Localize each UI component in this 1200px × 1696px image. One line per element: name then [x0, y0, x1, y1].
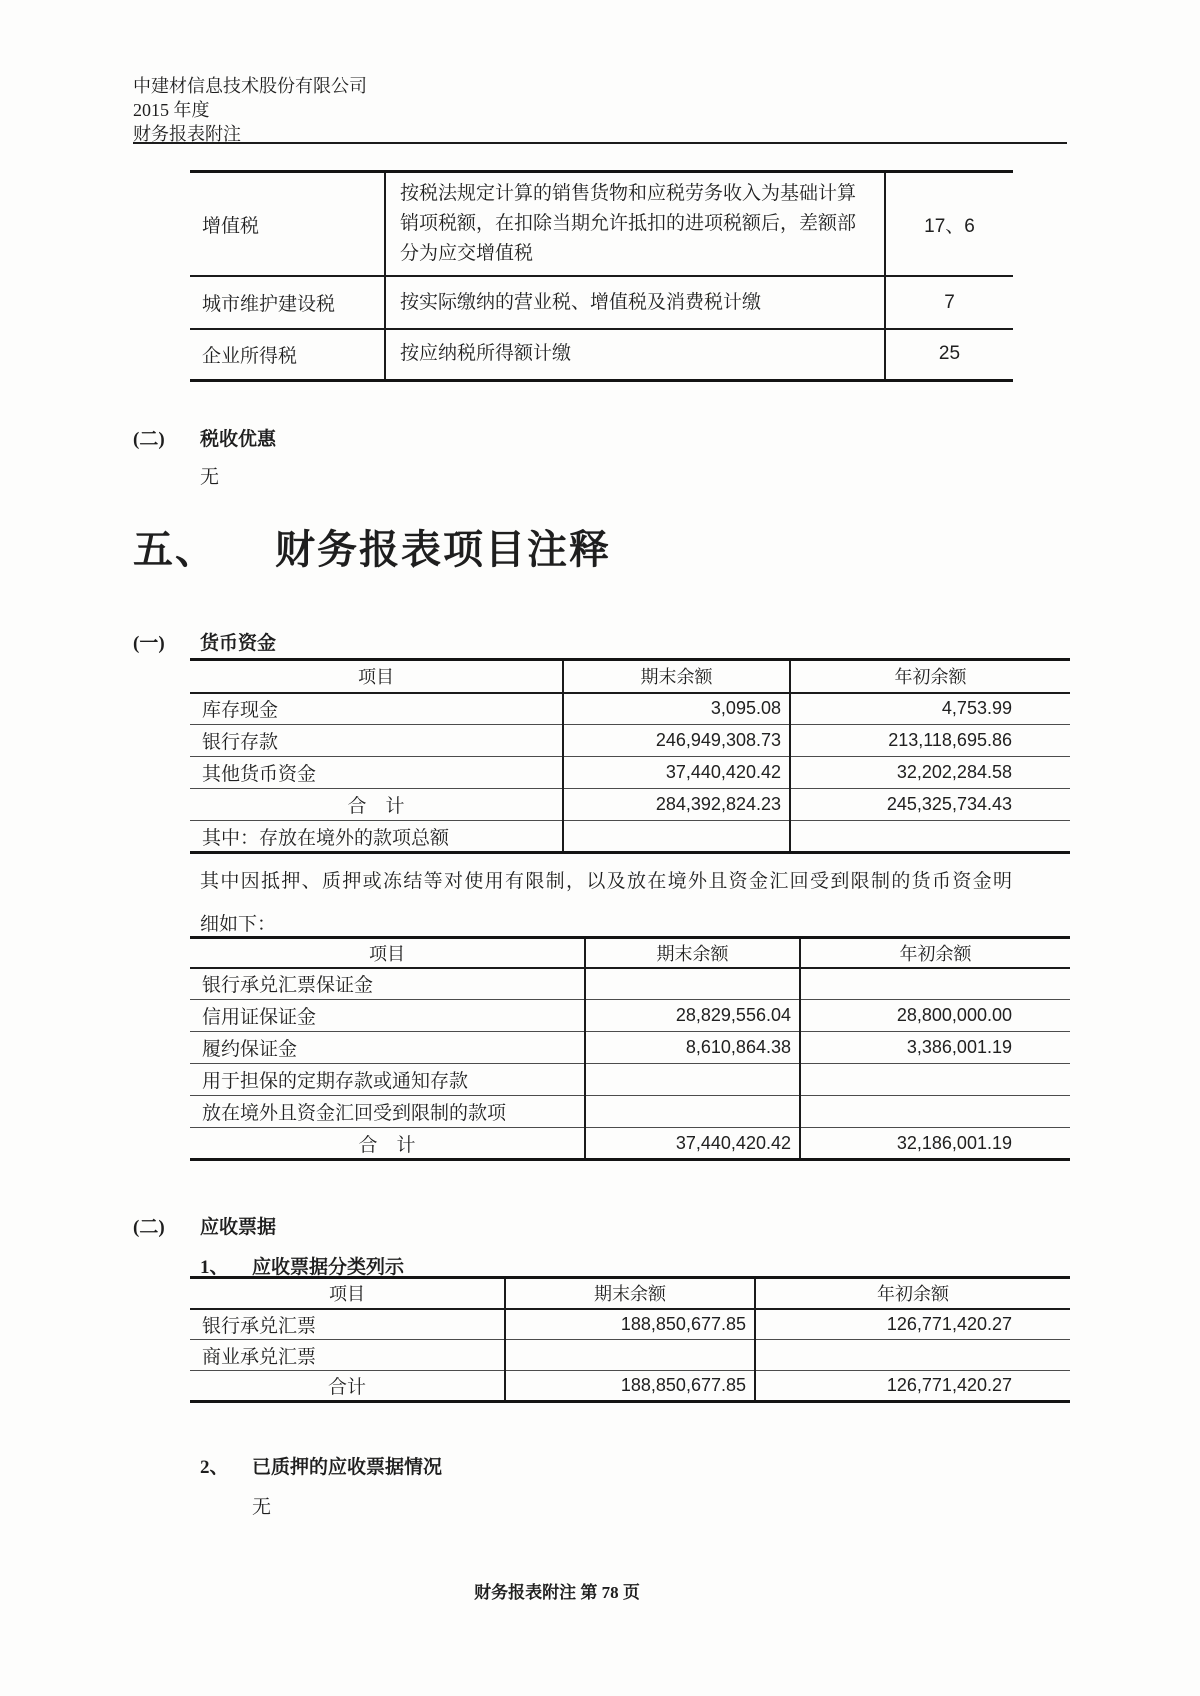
- amount-cell: 213,118,695.86: [790, 725, 1070, 757]
- subsection-content: 无: [252, 1497, 272, 1518]
- amount-cell: 3,386,001.19: [800, 1032, 1070, 1064]
- chapter-title: 财务报表项目注释: [275, 527, 611, 572]
- amount-cell: [585, 1096, 800, 1128]
- table-total-row: [190, 789, 1070, 821]
- amount-cell: [563, 821, 790, 853]
- chapter-index: 五、: [133, 527, 217, 572]
- amount-cell: [585, 968, 800, 1000]
- column-header: 项目: [190, 1278, 505, 1309]
- amount-cell: 4,753.99: [790, 693, 1070, 725]
- table-row: [190, 1032, 1070, 1064]
- table-header-row: [190, 938, 1070, 968]
- section-title-tax-preference: 税收优惠: [200, 429, 277, 450]
- amount-cell: [790, 821, 1070, 853]
- subsection-title-pledged-notes: 已质押的应收票据情况: [252, 1457, 443, 1478]
- header-divider: [133, 142, 1067, 144]
- table-row: [190, 1000, 1070, 1032]
- row-label: 履约保证金: [190, 1032, 585, 1064]
- section-index: (二): [133, 429, 165, 450]
- row-label: 信用证保证金: [190, 1000, 585, 1032]
- row-label: 商业承兑汇票: [190, 1340, 505, 1371]
- note-line: 其中因抵押、质押或冻结等对使用有限制，以及放在境外且资金汇回受到限制的货币资金明: [200, 871, 1012, 892]
- row-label: 银行承兑汇票: [190, 1309, 505, 1340]
- table-total-row: [190, 1371, 1070, 1402]
- table-row: [190, 1096, 1070, 1128]
- note-line: 细如下：: [200, 914, 277, 935]
- amount-cell: 28,829,556.04: [585, 1000, 800, 1032]
- row-label: 放在境外且资金汇回受到限制的款项: [190, 1096, 585, 1128]
- amount-cell: 188,850,677.85: [505, 1309, 755, 1340]
- column-header: 项目: [190, 660, 563, 693]
- total-label: 合 计: [358, 1134, 416, 1156]
- amount-cell: [800, 1096, 1070, 1128]
- amount-cell: 8,610,864.38: [585, 1032, 800, 1064]
- total-label: 合 计: [190, 789, 563, 821]
- row-label: 银行存款: [190, 725, 563, 757]
- column-header: 年初余额: [800, 938, 1070, 968]
- section-index: (一): [133, 633, 165, 654]
- amount-cell: 37,440,420.42: [563, 757, 790, 789]
- column-header: 项目: [190, 938, 585, 968]
- amount-cell: 32,202,284.58: [790, 757, 1070, 789]
- table-row: [190, 276, 1013, 329]
- column-header: 期末余额: [585, 938, 800, 968]
- row-label: 库存现金: [190, 693, 563, 725]
- amount-cell: 126,771,420.27: [755, 1371, 1070, 1402]
- subsection-title-classification: 应收票据分类列示: [252, 1257, 405, 1278]
- tax-name-cell: 增值税: [190, 172, 385, 277]
- amount-cell: [755, 1340, 1070, 1371]
- amount-cell: [505, 1340, 755, 1371]
- amount-cell: [800, 1064, 1070, 1096]
- amount-cell: 32,186,001.19: [800, 1128, 1070, 1160]
- column-header: 期末余额: [505, 1278, 755, 1309]
- report-year: 2015 年度: [133, 100, 210, 120]
- tax-basis-cell: 按实际缴纳的营业税、增值税及消费税计缴: [385, 276, 885, 329]
- tax-name-cell: 城市维护建设税: [190, 276, 385, 329]
- subsection-index: 2、: [200, 1457, 229, 1478]
- amount-cell: 37,440,420.42: [585, 1128, 800, 1160]
- amount-cell: 284,392,824.23: [563, 789, 790, 821]
- section-title-monetary-funds: 货币资金: [200, 633, 277, 654]
- table-header-row: [190, 1278, 1070, 1309]
- column-header: 期末余额: [563, 660, 790, 693]
- table-row: [190, 1064, 1070, 1096]
- tax-rate-cell: 7: [885, 276, 1013, 329]
- section-index: (二): [133, 1217, 165, 1238]
- total-label: 合计: [327, 1377, 366, 1398]
- chapter-heading: [133, 518, 611, 575]
- restricted-funds-table: [190, 936, 1070, 1161]
- document-header: [133, 74, 367, 146]
- table-row: [190, 172, 1013, 277]
- table-row: [190, 757, 1070, 789]
- tax-name-cell: 企业所得税: [202, 345, 298, 367]
- column-header: 年初余额: [755, 1278, 1070, 1309]
- amount-cell: 246,949,308.73: [563, 725, 790, 757]
- table-row: [190, 725, 1070, 757]
- table-total-row: [190, 1128, 1070, 1160]
- document-title: 财务报表附注: [133, 124, 241, 144]
- notes-receivable-table: [190, 1276, 1070, 1403]
- amount-cell: [585, 1064, 800, 1096]
- table-row: [190, 1340, 1070, 1371]
- table-header-row: [190, 660, 1070, 693]
- table-row: [190, 968, 1070, 1000]
- section-content: 无: [200, 467, 220, 488]
- row-label: 其他货币资金: [190, 757, 563, 789]
- company-name: 中建材信息技术股份有限公司: [133, 76, 367, 96]
- column-header: 年初余额: [790, 660, 1070, 693]
- restriction-note: [200, 860, 1012, 946]
- tax-rate-cell: 25: [885, 329, 1013, 380]
- amount-cell: 3,095.08: [563, 693, 790, 725]
- section-title-notes-receivable: 应收票据: [200, 1217, 277, 1238]
- tax-basis-cell: 按税法规定计算的销售货物和应税劳务收入为基础计算销项税额，在扣除当期允许抵扣的进项税额后，差额部分为应交增值税: [385, 172, 885, 277]
- amount-cell: 245,325,734.43: [790, 789, 1070, 821]
- row-label: 银行承兑汇票保证金: [190, 968, 585, 1000]
- subsection-index: 1、: [200, 1257, 229, 1278]
- amount-cell: 126,771,420.27: [755, 1309, 1070, 1340]
- tax-rate-cell: 17、6: [885, 172, 1013, 277]
- row-label: 其中：存放在境外的款项总额: [202, 827, 450, 849]
- amount-cell: 28,800,000.00: [800, 1000, 1070, 1032]
- table-row: [190, 1309, 1070, 1340]
- table-row: [190, 821, 1070, 853]
- page-footer: 财务报表附注 第 78 页: [474, 1583, 640, 1602]
- tax-basis-cell: 按应纳税所得额计缴: [385, 329, 885, 380]
- table-row: [190, 693, 1070, 725]
- amount-cell: [800, 968, 1070, 1000]
- amount-cell: 188,850,677.85: [505, 1371, 755, 1402]
- table-row: [190, 329, 1013, 380]
- tax-basis-table: [190, 170, 1013, 382]
- row-label: 用于担保的定期存款或通知存款: [190, 1064, 585, 1096]
- monetary-funds-table: [190, 658, 1070, 854]
